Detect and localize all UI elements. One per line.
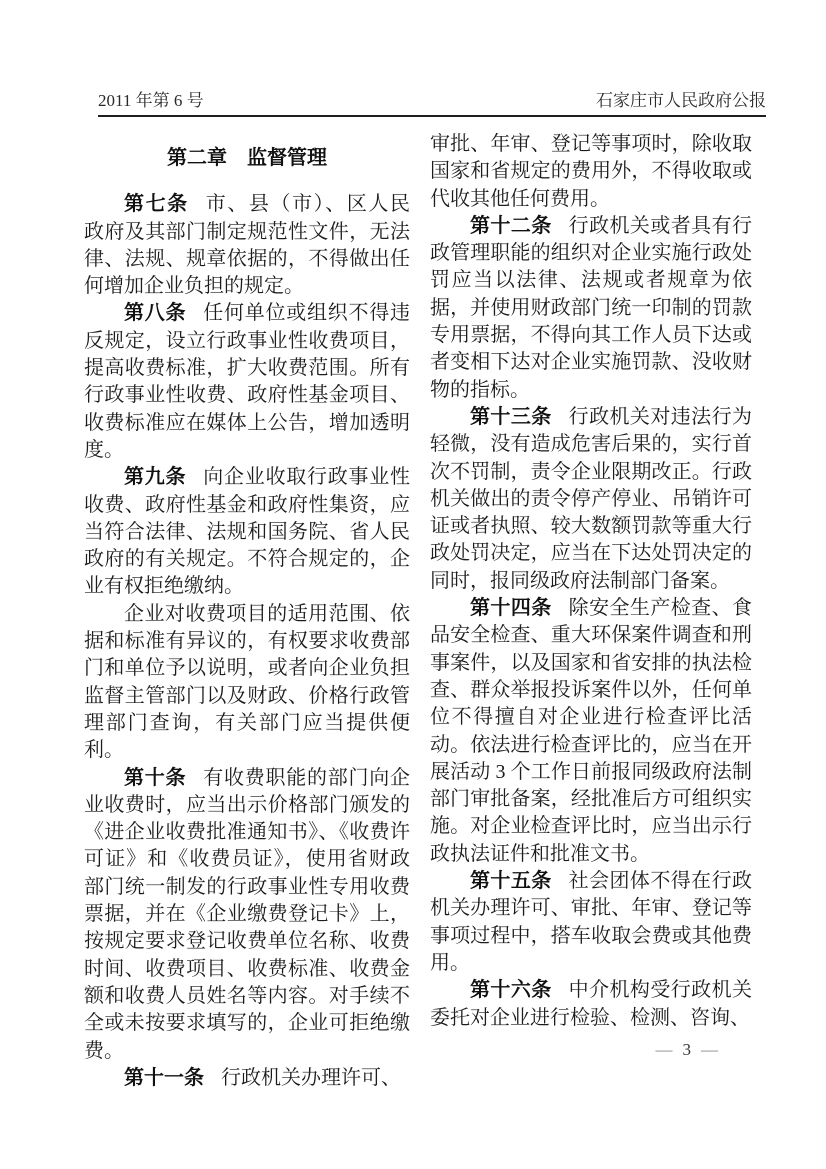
article-paragraph bbox=[84, 300, 410, 464]
chapter-heading: 第二章 监督管理 bbox=[167, 147, 327, 169]
page-number bbox=[430, 1040, 752, 1060]
article-label: 第十四条 bbox=[470, 597, 552, 620]
article-text: 行政机关或者具有行政管理职能的组织对企业实施行政处罚应当以法律、法规或者规章为依据，并使用财政部门统一印制的罚款专用票据，不得向其工作人员下达或者变相下达对企业实施罚款、没收财物的指标。 bbox=[430, 214, 753, 401]
publication-title: 石家庄市人民政府公报 bbox=[596, 91, 766, 110]
article-text: 企业对收费项目的适用范围、依据和标准有异议的，有权要求收费部门和单位予以说明，或者向企业负担监督主管部门以及财政、价格行政管理部门查询，有关部门应当提供便利。 bbox=[84, 602, 410, 762]
article-label: 第十条 bbox=[124, 766, 187, 789]
article-text: 中介机构受行政机关委托对企业进行检验、检测、咨询、 bbox=[430, 979, 753, 1029]
article-label: 第七条 bbox=[124, 193, 189, 216]
header-rule bbox=[98, 115, 766, 117]
page-header bbox=[98, 86, 766, 111]
article-text: 任何单位或组织不得违反规定，设立行政事业性收费项目，提高收费标准，扩大收费范围。所有行政事业性收费、政府性基金项目、收费标准应在媒体上公告，增加透明度。 bbox=[84, 302, 410, 461]
article-text: 行政机关对违法行为轻微，没有造成危害后果的，实行首次不罚制，责令企业限期改正。行政机关做出的责令停产停业、吊销许可证或者执照、较大数额罚款等重大行政处罚决定，应当在下达处罚决定的同时，报同级政府法制部门备案。 bbox=[430, 405, 753, 592]
article-label: 第十二条 bbox=[470, 214, 552, 237]
article-paragraph bbox=[84, 1065, 410, 1092]
article-label: 第十一条 bbox=[124, 1066, 204, 1089]
article-paragraph bbox=[84, 464, 410, 600]
article-paragraph bbox=[430, 868, 752, 977]
page-content bbox=[84, 131, 752, 1092]
right-column bbox=[430, 131, 752, 1092]
issue-number: 2011 年第 6 号 bbox=[98, 91, 204, 110]
left-column bbox=[84, 131, 410, 1092]
article-text: 社会团体不得在行政机关办理许可、审批、年审、登记等事项过程中，搭车收取会费或其他费用。 bbox=[430, 870, 753, 974]
article-paragraph bbox=[430, 404, 752, 595]
article-text: 审批、年审、登记等事项时，除收取国家和省规定的费用外，不得收取或代收其他任何费用。 bbox=[430, 133, 752, 210]
article-text: 向企业收取行政事业性收费、政府性基金和政府性集资，应当符合法律、法规和国务院、省人民政府的有关规定。不符合规定的，企业有权拒绝缴纳。 bbox=[84, 466, 410, 598]
page-number-value: 3 bbox=[682, 1040, 693, 1059]
article-label: 第十五条 bbox=[470, 870, 552, 893]
page-number-dash-left: — bbox=[655, 1040, 675, 1059]
article-paragraph bbox=[84, 601, 410, 765]
article-label: 第九条 bbox=[124, 466, 187, 489]
article-text: 有收费职能的部门向企业收费时，应当出示价格部门颁发的《进企业收费批准通知书》、《收费许可证》和《收费员证》，使用省财政部门统一制发的行政事业性专用收费票据，并在《企业缴费登记卡》上，按规定要求登记收费单位名称、收费时间、收费项目、收费标准、收费金额和收费人员姓名等内容。对手续不全或未按要求填写的，企业可拒绝缴费。 bbox=[84, 766, 410, 1062]
article-paragraph bbox=[430, 595, 752, 868]
article-label: 第十三条 bbox=[470, 405, 552, 428]
article-text: 除安全生产检查、食品安全检查、重大环保案件调查和刑事案件，以及国家和省安排的执法检查、群众举报投诉案件以外，任何单位不得擅自对企业进行检查评比活动。依法进行检查评比的，应当在开展活动 3 个工作日前报同级政府法制部门审批备案，经批准后方可组织实施。对企业检查评比时，应当出示行政执法证件和批准文书。 bbox=[430, 597, 753, 865]
article-text: 市、县（市）、区人民政府及其部门制定规范性文件，无法律、法规、规章依据的，不得做出任何增加企业负担的规定。 bbox=[84, 193, 410, 298]
article-paragraph bbox=[430, 131, 752, 213]
article-label: 第八条 bbox=[124, 302, 187, 325]
article-paragraph bbox=[84, 191, 410, 300]
article-text: 行政机关办理许可、 bbox=[221, 1066, 401, 1089]
page-number-dash-right: — bbox=[701, 1040, 720, 1059]
article-paragraph bbox=[84, 765, 410, 1065]
article-paragraph bbox=[430, 977, 752, 1032]
article-paragraph bbox=[430, 213, 752, 404]
article-label: 第十六条 bbox=[470, 979, 552, 1002]
